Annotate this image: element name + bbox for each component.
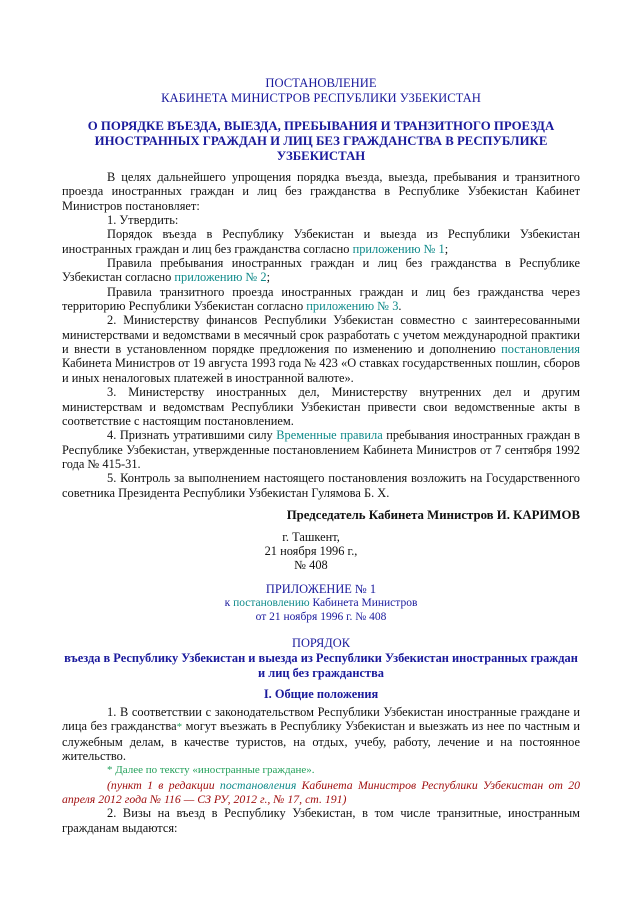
text: . — [398, 299, 402, 314]
appendix-date: от 21 ноября 1996 г. № 408 — [255, 610, 387, 623]
edit-resolution-link[interactable]: постановления — [219, 777, 297, 792]
footnote-mark[interactable]: * — [176, 721, 183, 734]
text: 4. Признать утратившими силу — [107, 428, 277, 443]
doc-title: О ПОРЯДКЕ ВЪЕЗДА, ВЫЕЗДА, ПРЕБЫВАНИЯ И ТРАНЗИТНОГО ПРОЕЗДА ИНОСТРАННЫХ ГРАЖДАН И ЛИЦ БЕЗ ГРАЖДАНСТВА В РЕСПУБЛИКЕ УЗБЕКИСТАН — [87, 119, 555, 163]
text: Правила транзитного проезда иностранных граждан и лиц без гражданства через территорию Республики Узбекистан согласно — [62, 284, 580, 314]
paragraph-5: 5. Контроль за выполнением настоящего постановления возложить на Государственного советника Президента Республики Узбекистан Гулямова Б. Х. — [62, 471, 580, 500]
text: могут въезжать в Республику Узбекистан и выезжать из нее по частным и служебным делам, в качестве туристов, на отдых, учебу, работу, лечение и на постоянное жительство. — [62, 719, 580, 763]
text: Правила пребывания иностранных граждан и лиц без гражданства в Республике Узбекистан согласно — [62, 256, 580, 285]
appendix-header — [62, 582, 580, 624]
appendix-1-link[interactable]: приложению № 1 — [352, 241, 445, 256]
date: 21 ноября 1996 г., — [264, 543, 358, 558]
paragraph-3: 3. Министерству иностранных дел, Министерству внутренних дел и другим министерствам и ведомствам Республики Узбекистан привести свои ведомственные акты в соответствие с настоящим постановлением. — [62, 385, 580, 428]
document-page — [62, 76, 580, 835]
text: пребывания иностранных граждан в Республике Узбекистан, утвержденные постановлением Кабинета Министров от 7 сентября 1992 года № 415-31. — [62, 428, 580, 471]
text: ; — [444, 241, 449, 256]
text: ; — [266, 270, 271, 285]
intro-paragraph: В целях дальнейшего упрощения порядка въезда, выезда, пребывания и транзитного проезда иностранных граждан и лиц без гражданства в Республике Узбекистан Кабинет Министров постановляет: — [62, 170, 580, 213]
issuer: КАБИНЕТА МИНИСТРОВ РЕСПУБЛИКИ УЗБЕКИСТАН — [161, 91, 481, 105]
text: Кабинета Министров от 19 августа 1993 года № 423 «О ставках государственных пошлин, сборов и иных неналоговых платежей в иностранной валюте». — [62, 356, 580, 385]
resolution-ref-link[interactable]: постановлению — [233, 596, 310, 609]
paragraph-1a — [62, 227, 580, 256]
paragraph-1b — [62, 256, 580, 285]
order-subtitle: въезда в Республику Узбекистан и выезда из Республики Узбекистан иностранных граждан и лиц без гражданства — [64, 650, 578, 680]
appendix-title: ПРИЛОЖЕНИЕ № 1 — [265, 581, 377, 596]
text: 1. В соответствии с законодательством Республики Узбекистан иностранные граждане и лица без гражданства — [62, 704, 580, 734]
section-paragraph-2: 2. Визы на въезд в Республику Узбекистан, в том числе транзитные, иностранным гражданам выдаются: — [62, 806, 580, 835]
paragraph-2 — [62, 313, 580, 385]
paragraph-1c — [62, 285, 580, 314]
signature: Председатель Кабинета Министров И. КАРИМОВ — [286, 507, 580, 522]
paragraph-1: 1. Утвердить: — [107, 213, 179, 228]
section-paragraph-1 — [62, 705, 580, 763]
edit-note — [62, 778, 580, 807]
city: г. Ташкент, — [282, 529, 340, 544]
order-title: ПОРЯДОК — [292, 635, 350, 650]
text: к — [224, 596, 234, 609]
appendix-3-link[interactable]: приложению № 3 — [306, 299, 399, 314]
footnote: * Далее по тексту «иностранные граждане». — [107, 764, 315, 777]
text: Кабинета Министров Республики Узбекистан от 20 апреля 2012 года № 116 — СЗ РУ, 2012 г., № 17, ст. 191) — [62, 777, 580, 806]
place-date — [62, 530, 580, 572]
order-header — [62, 636, 580, 681]
text: (пункт 1 в редакции — [107, 777, 220, 792]
temporary-rules-link[interactable]: Временные правила — [276, 428, 383, 443]
text: Кабинета Министров — [309, 596, 418, 609]
doc-type: ПОСТАНОВЛЕНИЕ — [265, 76, 377, 90]
number: № 408 — [294, 557, 328, 572]
paragraph-4 — [62, 428, 580, 471]
resolution-link[interactable]: постановления — [501, 342, 580, 357]
appendix-2-link[interactable]: приложению № 2 — [174, 270, 267, 285]
text: 2. Министерству финансов Республики Узбекистан совместно с заинтересованными министерствами и ведомствами в месячный срок разработать с учетом международной практики и внести в установленном порядке предложения по изменению и дополнению — [62, 313, 580, 357]
text: Порядок въезда в Республику Узбекистан и выезда из Республики Узбекистан иностранных граждан и лиц без гражданства согласно — [62, 227, 580, 256]
section-title: I. Общие положения — [263, 686, 379, 701]
appendix-ref — [62, 596, 580, 610]
